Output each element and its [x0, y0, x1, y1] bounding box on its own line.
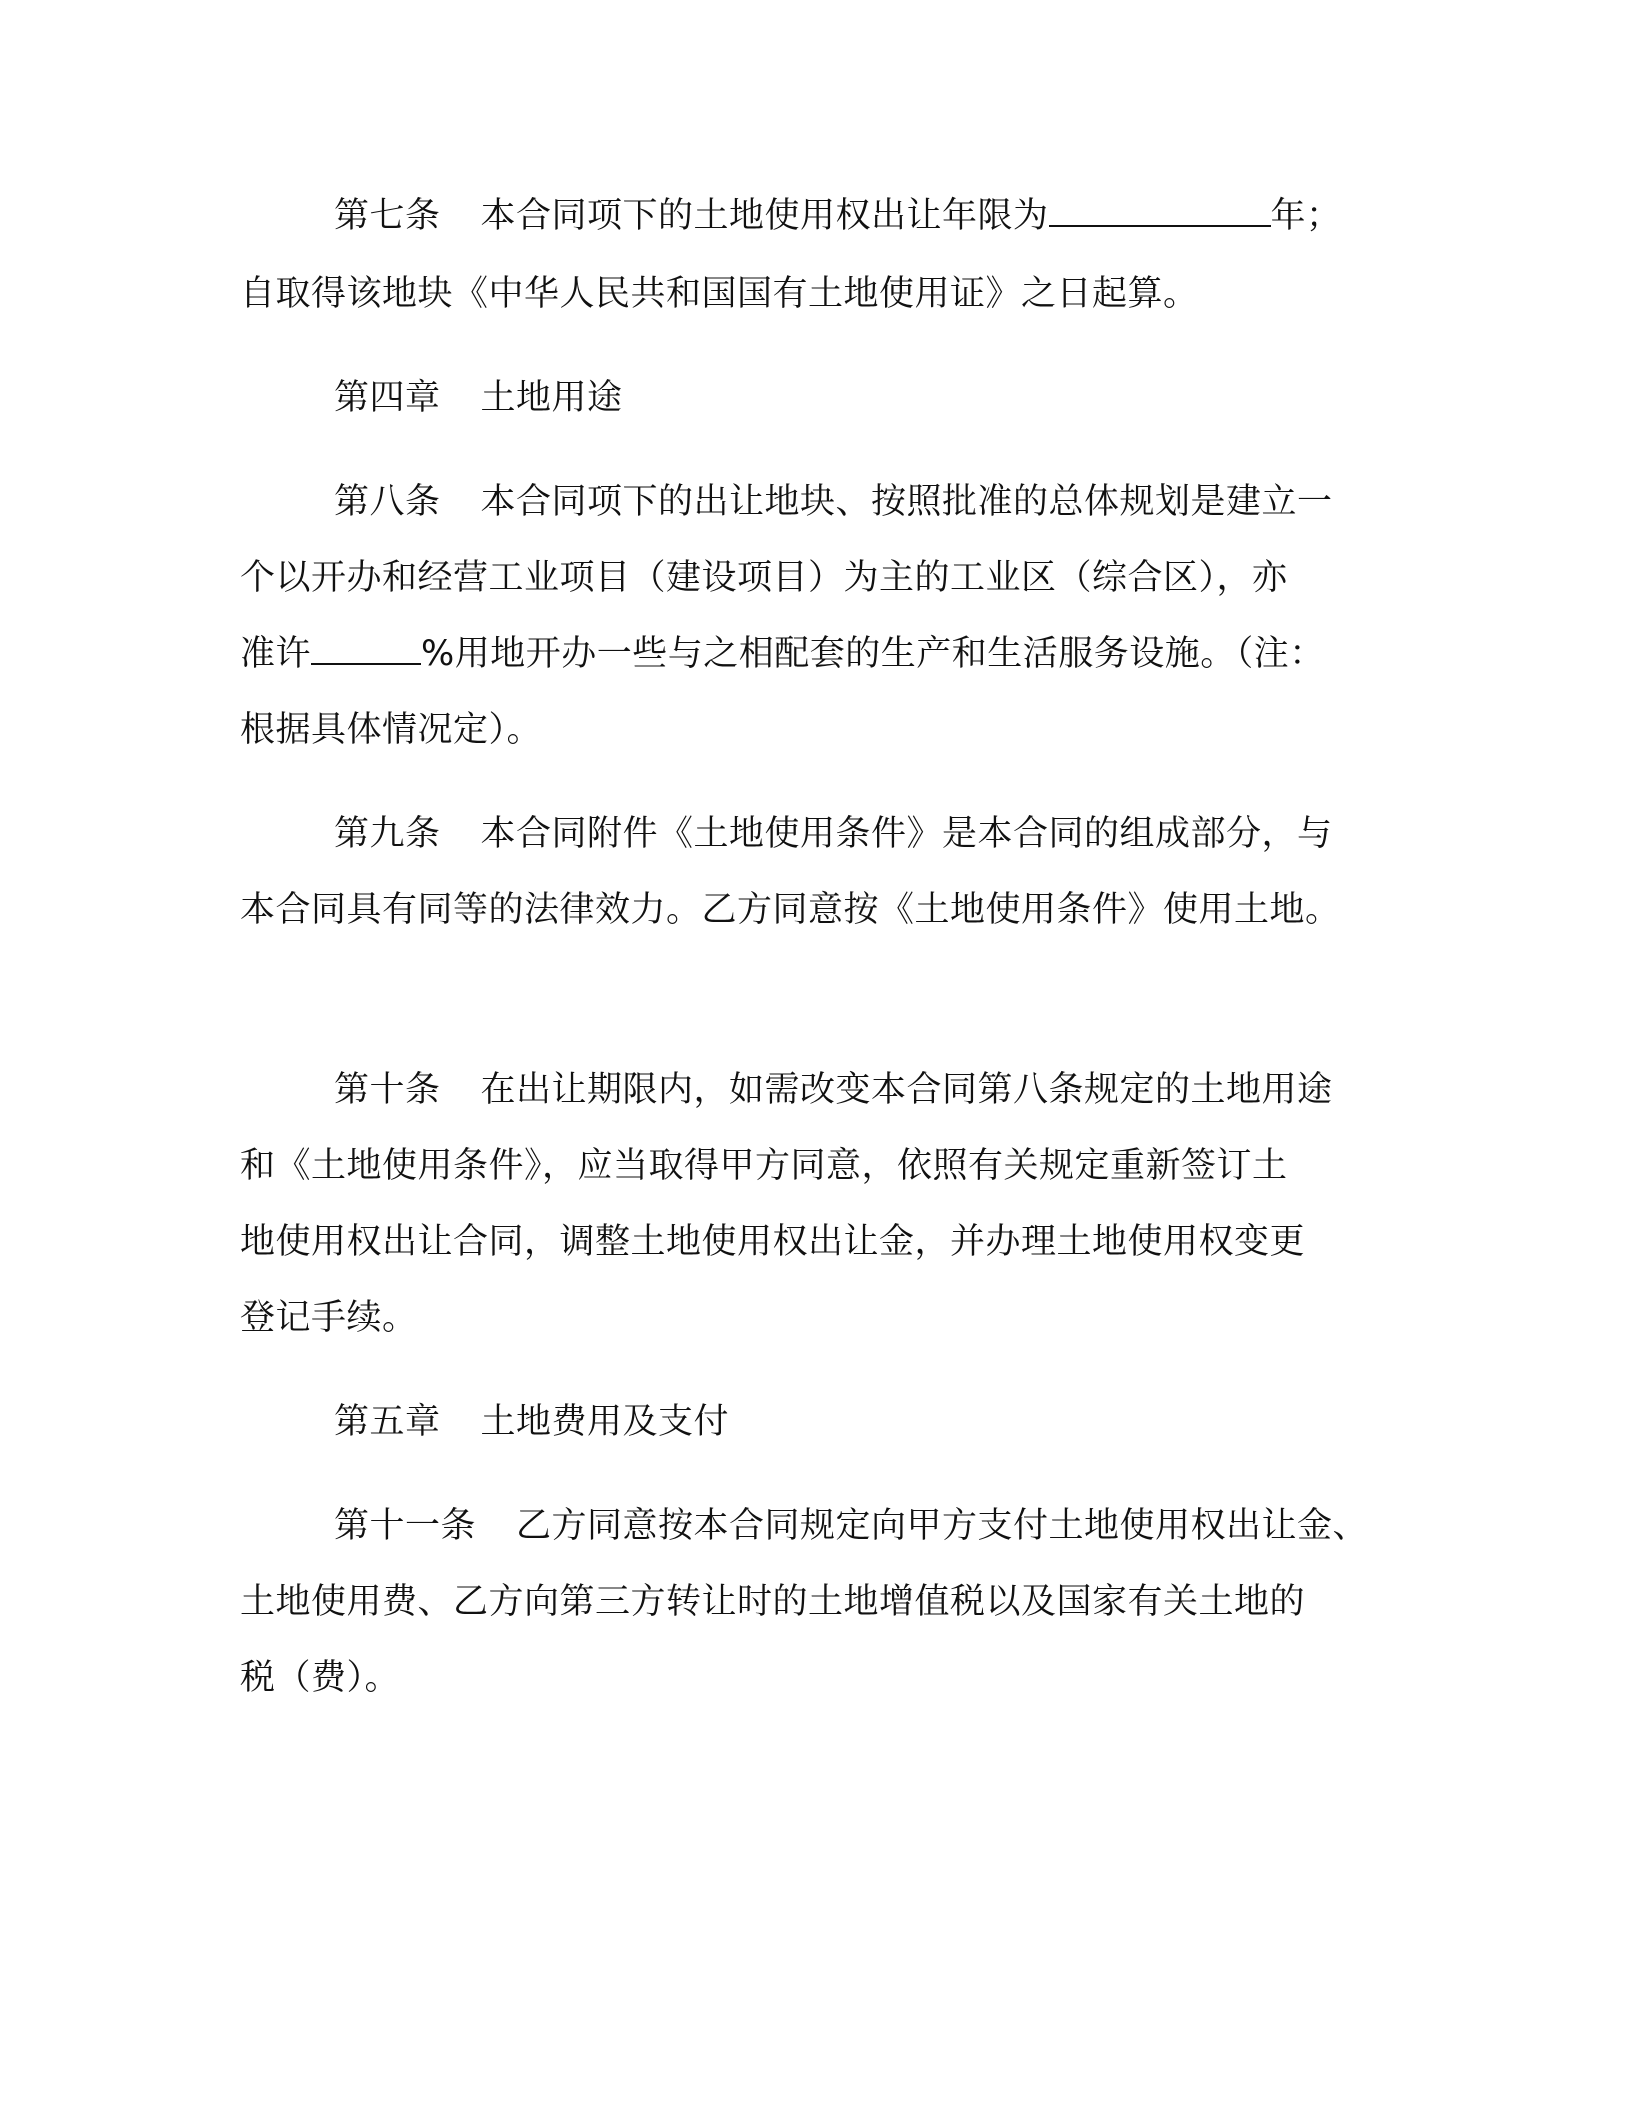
chapter-5-heading: 第五章	[334, 1402, 441, 1442]
article-9-line-2: 本合同具有同等的法律效力。乙方同意按《土地使用条件》使用土地。	[240, 890, 1341, 930]
article-7-heading: 第七条	[334, 196, 441, 236]
article-11-text: 乙方同意按本合同规定向甲方支付土地使用权出让金、	[516, 1506, 1369, 1546]
article-9-line-1	[334, 812, 1333, 856]
chapter-4-title: 土地用途	[480, 378, 623, 418]
article-10-text: 在出让期限内，如需改变本合同第八条规定的土地用途	[480, 1070, 1333, 1110]
article-10-line-1	[334, 1068, 1333, 1112]
article-8-line-3-start: 准许	[240, 634, 312, 674]
percent-blank	[311, 633, 421, 665]
article-10-line-3: 地使用权出让合同，调整土地使用权出让金，并办理土地使用权变更	[240, 1222, 1306, 1262]
article-7-line-2: 自取得该地块《中华人民共和国国有土地使用证》之日起算。	[240, 274, 1199, 314]
article-9-heading: 第九条	[334, 814, 441, 854]
article-11-line-3: 税（费）。	[240, 1658, 401, 1698]
article-7-line-1	[334, 194, 1342, 238]
chapter-4-heading: 第四章	[334, 378, 441, 418]
article-8-heading: 第八条	[334, 482, 441, 522]
article-8-line-3	[240, 632, 1325, 676]
article-8-line-2: 个以开办和经营工业项目（建设项目）为主的工业区（综合区），亦	[240, 558, 1288, 598]
article-11-heading: 第十一条	[334, 1506, 477, 1546]
chapter-5-title: 土地费用及支付	[480, 1402, 730, 1442]
article-8-line-1	[334, 480, 1333, 524]
article-10-line-4: 登记手续。	[240, 1298, 418, 1338]
chapter-5-heading-line	[334, 1400, 729, 1444]
article-10-line-2: 和《土地使用条件》，应当取得甲方同意，依照有关规定重新签订土	[240, 1146, 1288, 1186]
article-8-line-3-end: %用地开办一些与之相配套的生产和生活服务设施。（注：	[421, 634, 1325, 674]
article-8-text: 本合同项下的出让地块、按照批准的总体规划是建立一	[480, 482, 1333, 522]
article-11-line-1	[334, 1504, 1368, 1548]
article-8-line-4: 根据具体情况定）。	[240, 710, 543, 750]
article-7-text-end: 年；	[1270, 196, 1342, 236]
article-7-text: 本合同项下的土地使用权出让年限为	[480, 196, 1049, 236]
article-10-heading: 第十条	[334, 1070, 441, 1110]
article-9-text: 本合同附件《土地使用条件》是本合同的组成部分，与	[480, 814, 1333, 854]
article-11-line-2: 土地使用费、乙方向第三方转让时的土地增值税以及国家有关土地的	[240, 1582, 1306, 1622]
term-years-blank	[1049, 195, 1271, 227]
chapter-4-heading-line	[334, 376, 623, 420]
